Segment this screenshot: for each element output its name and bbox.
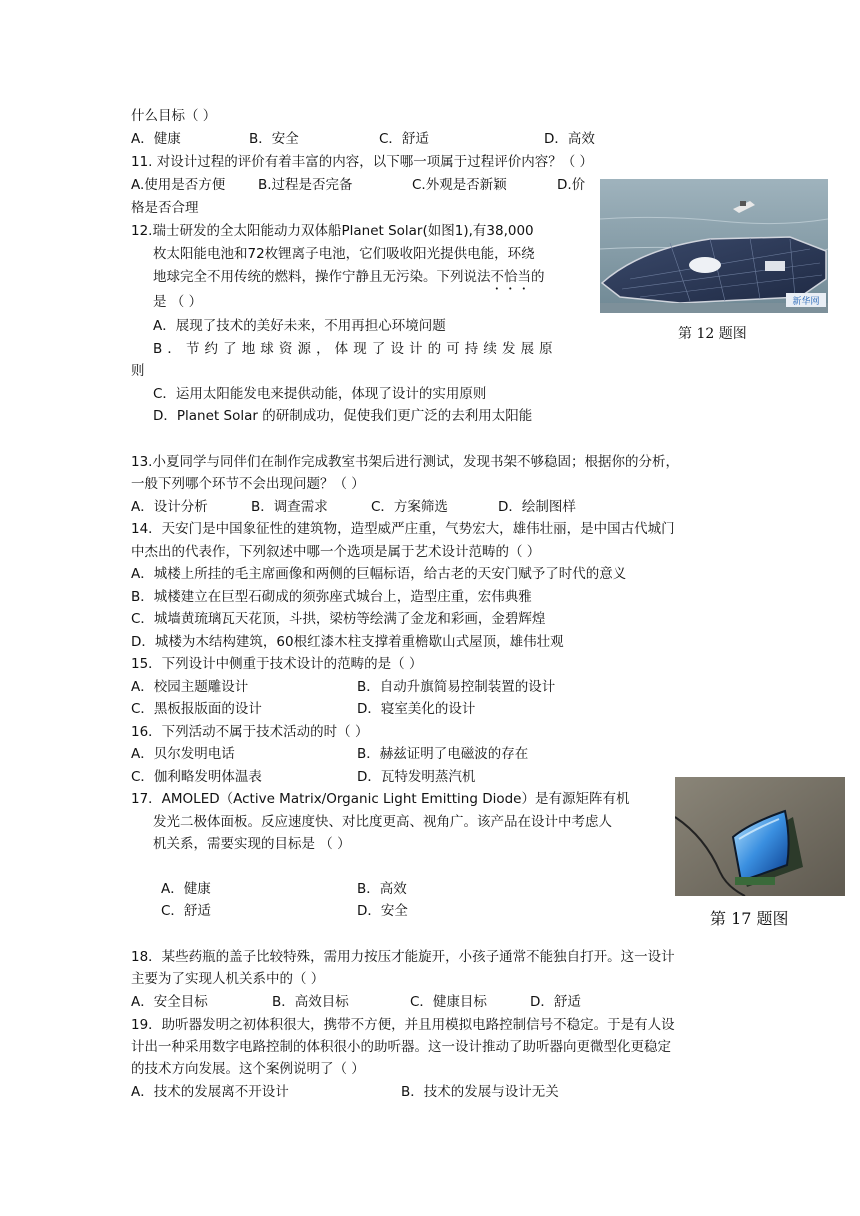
q14-line-2: 中杰出的代表作，下列叙述中哪一个选项是属于艺术设计范畴的（ ）: [131, 544, 541, 560]
q12-option-b-tail: 则: [131, 363, 145, 379]
q11-option-b: B.过程是否完备: [258, 177, 353, 193]
q19-option-b: B．技术的发展与设计无关: [401, 1084, 559, 1100]
q18-option-d: D．舒适: [530, 994, 581, 1010]
q14-option-b: B．城楼建立在巨型石砌成的须弥座式城台上，造型庄重，宏伟典雅: [131, 589, 532, 605]
q19-line-1: 19．助听器发明之初体积很大，携带不方便，并且用模拟电路控制信号不稳定。于是有人设: [131, 1017, 675, 1033]
q12-emphasis: 不恰当: [490, 269, 531, 285]
q12-line-1: 12.瑞士研发的全太阳能动力双体船Planet Solar(如图1),有38,000: [131, 223, 534, 239]
q11-option-c: C.外观是否新颖: [412, 177, 507, 193]
q12-line-3a: 地球完全不用传统的燃料，操作宁静且无污染。下列说法: [153, 269, 491, 285]
q16-option-d: D．瓦特发明蒸汽机: [357, 769, 476, 785]
q13-option-c: C．方案筛选: [371, 499, 448, 515]
q13-option-d: D．绘制图样: [498, 499, 576, 515]
q11-stem: 11. 对设计过程的评价有着丰富的内容，以下哪一项属于过程评价内容？（ ）: [131, 154, 594, 170]
q15-option-d: D．寝室美化的设计: [357, 701, 476, 717]
q10-option-b: B．安全: [249, 131, 299, 147]
q11-option-d: D.价: [557, 177, 586, 193]
q18-option-a: A．安全目标: [131, 994, 208, 1010]
q18-line-1: 18．某些药瓶的盖子比较特殊，需用力按压才能旋开，小孩子通常不能独自打开。这一设计: [131, 949, 675, 965]
q11-option-d-tail: 格是否合理: [131, 200, 199, 216]
q12-option-c: C．运用太阳能发电来提供动能，体现了设计的实用原则: [153, 386, 487, 402]
flexible-display-icon: [675, 777, 845, 896]
q14-option-d: D．城楼为木结构建筑，60根红漆木柱支撑着重檐歇山式屋顶，雄伟壮观: [131, 634, 564, 650]
q17-option-b: B．高效: [357, 881, 407, 897]
q13-line-1: 13.小夏同学与同伴们在制作完成教室书架后进行测试，发现书架不够稳固；根据你的分析，: [131, 454, 679, 470]
q14-option-c: C．城墙黄琉璃瓦天花顶，斗拱，梁枋等绘满了金龙和彩画，金碧辉煌: [131, 611, 546, 627]
q18-option-b: B．高效目标: [272, 994, 349, 1010]
watermark-text: 新华网: [792, 297, 820, 307]
q17-caption: 第 17 题图: [710, 909, 789, 928]
q16-option-b: B．赫兹证明了电磁波的存在: [357, 746, 529, 762]
q10-option-c: C．舒适: [379, 131, 429, 147]
q16-option-c: C．伽利略发明体温表: [131, 769, 262, 785]
q12-line-2: 枚太阳能电池和72枚锂离子电池，它们吸收阳光提供电能，环绕: [153, 246, 535, 262]
q14-line-1: 14．天安门是中国象征性的建筑物，造型威严庄重，气势宏大，雄伟壮丽，是中国古代城门: [131, 521, 675, 537]
q13-option-a: A．设计分析: [131, 499, 208, 515]
q10-stem-tail: 什么目标（ ）: [131, 108, 217, 124]
q19-line-3: 的技术方向发展。这个案例说明了（ ）: [131, 1061, 365, 1077]
q12-line-4: 是 （ ）: [153, 294, 203, 310]
q13-line-2: 一般下列哪个环节不会出现问题？（ ）: [131, 476, 365, 492]
q12-line-3: [153, 267, 545, 293]
q15-option-b: B．自动升旗简易控制装置的设计: [357, 679, 556, 695]
solar-boat-icon: [600, 179, 828, 313]
q17-option-d: D．安全: [357, 903, 408, 919]
q17-line-1: 17．AMOLED（Active Matrix/Organic Light Emitting Diode）是有源矩阵有机: [131, 791, 630, 807]
q18-option-c: C．健康目标: [410, 994, 487, 1010]
q17-oled-image: [675, 777, 845, 896]
q12-boat-image: [600, 179, 828, 313]
q18-line-2: 主要为了实现人机关系中的（ ）: [131, 971, 325, 987]
q17-option-c: C．舒适: [161, 903, 211, 919]
q19-option-a: A．技术的发展离不开设计: [131, 1084, 289, 1100]
q17-line-2: 发光二极体面板。反应速度快、对比度更高、视角广。该产品在设计中考虑人: [153, 814, 612, 830]
q15-stem: 15．下列设计中侧重于技术设计的范畴的是（ ）: [131, 656, 423, 672]
q13-option-b: B．调查需求: [251, 499, 328, 515]
q12-option-d: D．Planet Solar 的研制成功，促使我们更广泛的去利用太阳能: [153, 408, 533, 424]
q15-option-a: A．校园主题雕设计: [131, 679, 249, 695]
q12-option-a: A．展现了技术的美好未来，不用再担心环境问题: [153, 318, 446, 334]
q15-option-c: C．黑板报版面的设计: [131, 701, 262, 717]
q10-option-a: A．健康: [131, 131, 181, 147]
q12-line-3c: 的: [531, 269, 545, 285]
q17-option-a: A．健康: [161, 881, 211, 897]
q16-stem: 16．下列活动不属于技术活动的时（ ）: [131, 724, 369, 740]
q17-line-3: 机关系，需要实现的目标是 （ ）: [153, 836, 351, 852]
q19-line-2: 计出一种采用数字电路控制的体积很小的助听器。这一设计推动了助听器向更微型化更稳定: [131, 1039, 671, 1055]
q14-option-a: A．城楼上所挂的毛主席画像和两侧的巨幅标语，给古老的天安门赋予了时代的意义: [131, 566, 627, 582]
q10-option-d: D．高效: [544, 131, 595, 147]
q12-option-b: B ． 节 约 了 地 球 资 源 ， 体 现 了 设 计 的 可 持 续 发 展 原: [153, 341, 554, 357]
q12-caption: 第 12 题图: [678, 326, 747, 342]
q16-option-a: A．贝尔发明电话: [131, 746, 235, 762]
q11-option-a: A.使用是否方便: [131, 177, 226, 193]
